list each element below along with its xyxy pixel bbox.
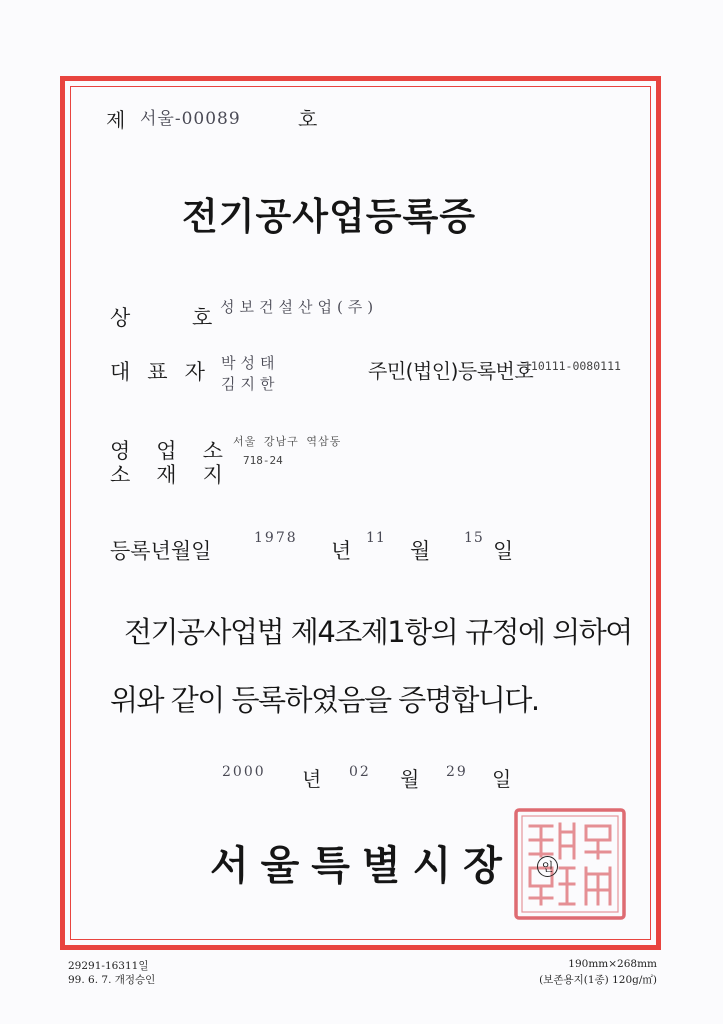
address-line-2: 718-24 (243, 454, 283, 467)
resident-reg-label: 주민(법인)등록번호 (368, 359, 534, 383)
paper-size: 190mm×268mm (568, 958, 657, 970)
reg-day: 15 (464, 530, 484, 546)
reg-date-label: 등록년월일 (110, 539, 212, 563)
company-label-2: 호 (192, 306, 213, 330)
representative-label: 대표자 (110, 360, 222, 384)
certificate-body-line-2: 위와 같이 등록하였음을 증명합니다. (110, 683, 539, 717)
issue-day: 29 (446, 764, 468, 780)
certificate-title: 전기공사업등록증 (182, 195, 476, 238)
issue-month: 02 (349, 764, 371, 780)
representative-name-2: 김지한 (221, 375, 280, 393)
address-line-1: 서울 강남구 역삼동 (233, 435, 342, 448)
reg-number-prefix: 제 (106, 108, 126, 132)
issue-year-unit: 년 (302, 767, 322, 791)
reg-year-unit: 년 (331, 539, 352, 563)
certificate-body-line-1: 전기공사업법 제4조제1항의 규정에 의하여 (124, 615, 632, 649)
issue-year: 2000 (222, 764, 266, 780)
issue-month-unit: 월 (400, 767, 420, 791)
company-name: 성보건설산업(주) (220, 298, 379, 316)
seal-mark: 인 (537, 856, 558, 877)
paper-spec: (보존용지(1종) 120g/㎡) (539, 974, 657, 986)
address-label-2: 소재지 (110, 463, 249, 487)
issuer-name: 서울특별시장 (210, 843, 514, 889)
reg-day-unit: 일 (493, 539, 514, 563)
issue-day-unit: 일 (492, 767, 512, 791)
form-approval: 99. 6. 7. 개정승인 (68, 974, 156, 986)
reg-number: 서울-00089 (140, 109, 241, 129)
company-label-1: 상 (110, 306, 131, 330)
reg-number-suffix: 호 (298, 107, 318, 131)
reg-month: 11 (366, 530, 386, 546)
reg-year: 1978 (254, 530, 298, 546)
reg-month-unit: 월 (410, 539, 431, 563)
representative-name-1: 박성태 (221, 354, 280, 372)
official-seal-stamp (512, 806, 628, 922)
address-label-1: 영업소 (110, 439, 249, 463)
form-number: 29291-16311일 (68, 960, 149, 972)
resident-reg-number: 110111-0080111 (524, 359, 621, 373)
